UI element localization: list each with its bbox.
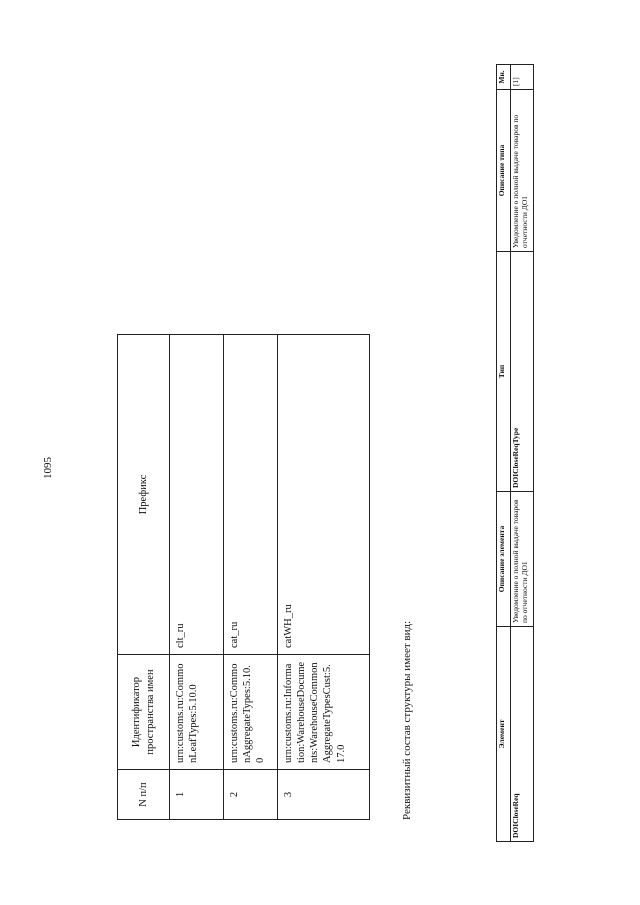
cell-element-desc: Уведомление о полной выдаче товаров по отчетности ДО1 <box>511 492 534 627</box>
row-namespace: urn:customs.ru:Information:WarehouseDocuments:WarehouseCommonAggregateTypesCust:5.17.0 <box>278 655 370 770</box>
row-num: 2 <box>224 770 278 820</box>
cell-type-desc: Уведомление о полной выдаче товаров по отчетности ДО1 <box>511 90 534 252</box>
row-num: 3 <box>278 770 370 820</box>
header-prefix: Префикс <box>118 335 170 655</box>
row-num: 1 <box>170 770 224 820</box>
table-row <box>511 65 534 842</box>
header-multiplicity: Мн. <box>497 65 511 90</box>
table-row <box>278 335 370 820</box>
header-num: N п/п <box>118 770 170 820</box>
table-row <box>170 335 224 820</box>
namespace-table-container <box>117 335 370 820</box>
row-prefix: catWH_ru <box>278 335 370 655</box>
header-namespace-id: Идентификатор пространства имен <box>118 655 170 770</box>
row-prefix: cat_ru <box>224 335 278 655</box>
structure-table <box>496 64 534 842</box>
header-type-desc: Описание типа <box>497 90 511 252</box>
header-element: Элемент <box>497 627 511 842</box>
row-namespace: urn:customs.ru:CommonLeafTypes:5.10.0 <box>170 655 224 770</box>
table-row <box>224 335 278 820</box>
cell-multiplicity: [1] <box>511 65 534 90</box>
row-namespace: urn:customs.ru:CommonAggregateTypes:5.10.0 <box>224 655 278 770</box>
page-number: 1095 <box>42 457 54 479</box>
row-prefix: clt_ru <box>170 335 224 655</box>
header-type: Тип <box>497 252 511 492</box>
namespace-table <box>117 334 370 820</box>
cell-element: DOICloseReq <box>511 627 534 842</box>
cell-type: DOICloseReqType <box>511 252 534 492</box>
structure-table-container <box>496 65 534 842</box>
header-element-desc: Описание элемента <box>497 492 511 627</box>
structure-caption-container <box>395 580 419 820</box>
structure-caption: Реквизитный состав структуры имеет вид: <box>401 620 413 820</box>
